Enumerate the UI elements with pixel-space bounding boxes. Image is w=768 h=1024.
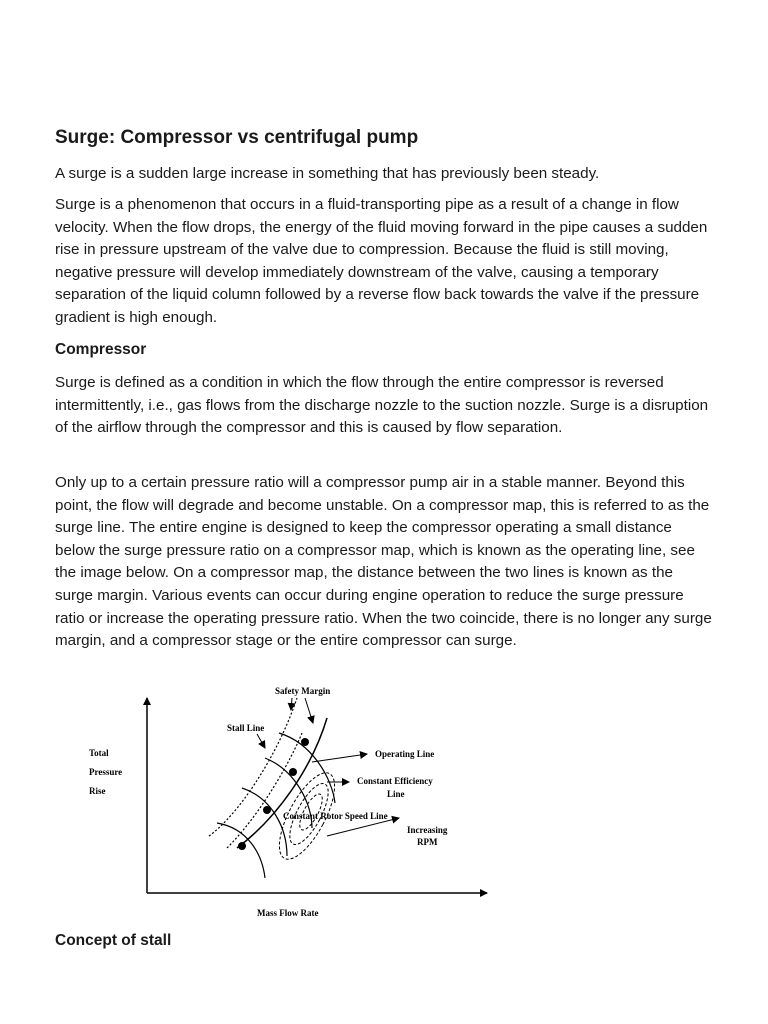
x-axis-label: Mass Flow Rate (257, 908, 319, 918)
page-title: Surge: Compressor vs centrifugal pump (55, 127, 419, 148)
operating-point-4 (301, 738, 309, 746)
increasing-rpm-label-line-2: RPM (417, 837, 438, 847)
constant-efficiency-label-line-2: Line (387, 789, 405, 799)
compressor-paragraph-2: Only up to a certain pressure ratio will a compressor pump air in a stable manner. Beyond this point, the flow will degrade and become unstable. On a compressor map, this is referred to as the surge line. The entire engine is designed to keep the compressor operating a small distance below the surge pressure ratio on a compressor map, which is known as the operating line, see the image below. On a compressor map, the distance between the two lines is known as the surge margin. Various events can occur during engine operation to reduce the surge pressure ratio or increase the operating pressure ratio. When the two coincide, there is no longer any surge margin, and a compressor stage or the entire compressor can surge. (55, 474, 712, 650)
operating-point-1 (238, 842, 246, 850)
compressor-paragraph-1: Surge is defined as a condition in which the flow through the entire compressor is reversed intermittently, i.e., gas flows from the discharge nozzle to the suction nozzle. Surge is a disruption of the airflow through the compressor and this is caused by flow separation. (55, 374, 709, 437)
operating-line-label: Operating Line (375, 749, 435, 759)
compressor-map-figure (87, 678, 547, 923)
operating-point-2 (263, 806, 271, 814)
y-axis-label-line-2: Pressure (89, 767, 123, 777)
stall-line-label: Stall Line (227, 723, 265, 733)
safety-margin-label: Safety Margin (275, 686, 331, 696)
compressor-heading: Compressor (55, 341, 147, 358)
safety-margin-arrow-left (291, 698, 292, 710)
increasing-rpm-label-line-1: Increasing (407, 825, 448, 835)
operating-point-3 (289, 768, 297, 776)
stall-heading: Concept of stall (55, 932, 172, 949)
speed-line-2 (242, 788, 287, 856)
constant-rotor-speed-label: Constant Rotor Speed Line (283, 811, 388, 821)
y-axis-label-line-3: Rise (89, 786, 106, 796)
constant-efficiency-label-line-1: Constant Efficiency (357, 776, 433, 786)
intro-paragraph: A surge is a sudden large increase in something that has previously been steady. (55, 165, 600, 182)
stall-line-arrow (257, 734, 265, 748)
safety-margin-arrow-right (305, 698, 313, 723)
surge-paragraph: Surge is a phenomenon that occurs in a fluid-transporting pipe as a result of a change in flow velocity. When the flow drops, the energy of the fluid moving forward in the pipe causes a sudden rise in pressure upstream of the valve due to compression. Because the fluid is still moving, negative pressure will develop immediately downstream of the valve, causing a temporary separation of the liquid column followed by a reverse flow back towards the valve if the pressure gradient is high enough. (55, 196, 708, 326)
operating-line-arrow (312, 754, 367, 762)
compressor-map-diagram (87, 678, 547, 923)
y-axis-label-line-1: Total (89, 748, 109, 758)
